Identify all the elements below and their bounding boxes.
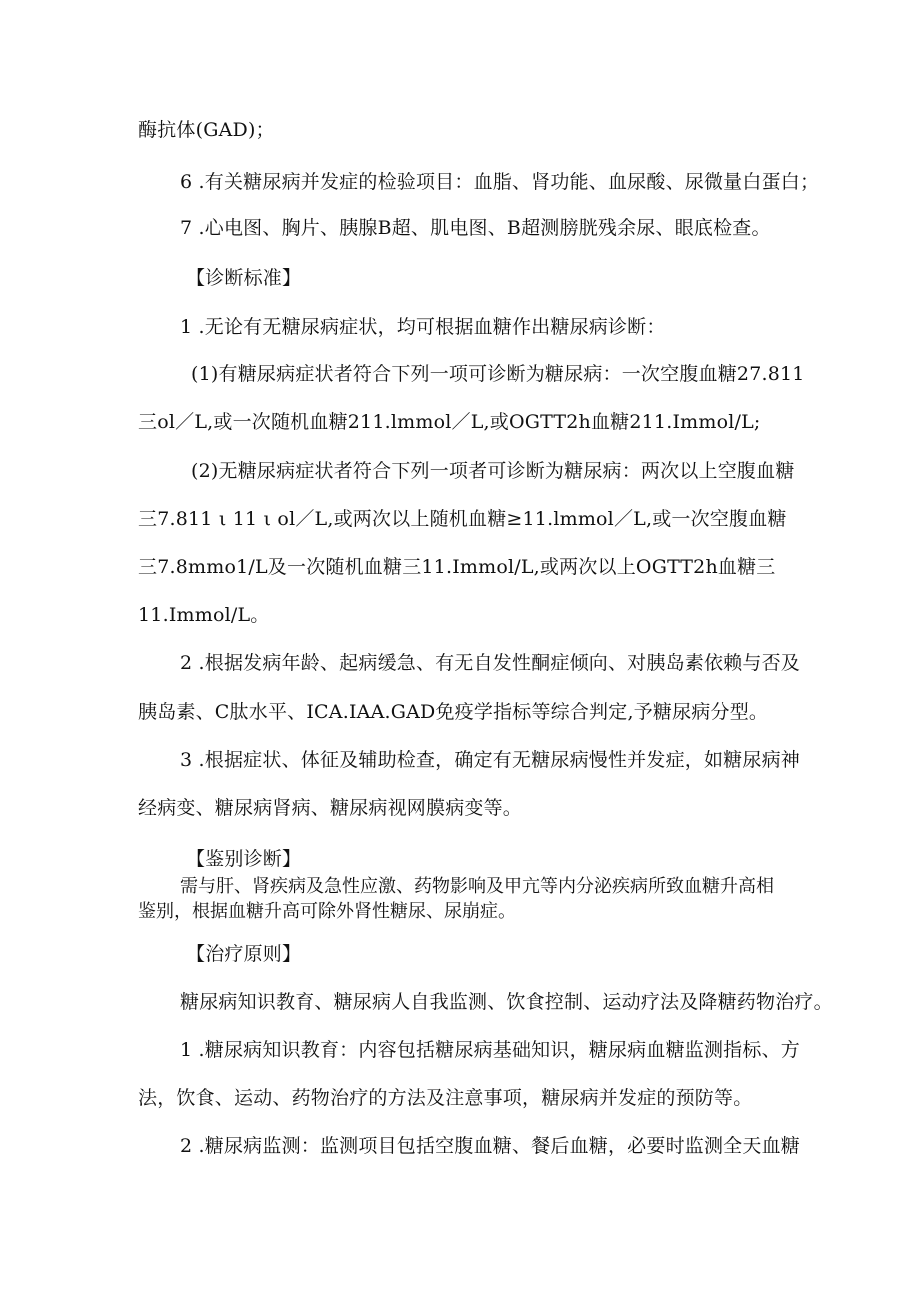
paragraph-line: 鉴别，根据血糖升高可除外肾性糖尿、尿崩症。 bbox=[138, 901, 516, 922]
paragraph-line: 3 .根据症状、体征及辅助检查，确定有无糖尿病慢性并发症，如糖尿病神 bbox=[180, 749, 800, 771]
paragraph-line: 糖尿病知识教育、糖尿病人自我监测、饮食控制、运动疗法及降糖药物治疗。 bbox=[180, 991, 833, 1013]
paragraph-line: 7 .心电图、胸片、胰腺B超、肌电图、B超测膀胱残余尿、眼底检查。 bbox=[180, 217, 771, 239]
paragraph-line: 1 .糖尿病知识教育：内容包括糖尿病基础知识，糖尿病血糖监测指标、方 bbox=[180, 1039, 800, 1061]
paragraph-line: 需与肝、肾疾病及急性应激、药物影响及甲亢等内分泌疾病所致血糖升高相 bbox=[180, 876, 774, 897]
paragraph-line: 酶抗体(GAD)； bbox=[138, 119, 275, 141]
paragraph-line: (1)有糖尿病症状者符合下列一项可诊断为糖尿病：一次空腹血糖27.811 bbox=[191, 363, 805, 385]
paragraph-line: (2)无糖尿病症状者符合下列一项者可诊断为糖尿病：两次以上空腹血糖 bbox=[191, 460, 795, 482]
section-heading: 【鉴别诊断】 bbox=[186, 848, 302, 870]
paragraph-line: 1 .无论有无糖尿病症状，均可根据血糖作出糖尿病诊断： bbox=[180, 316, 666, 338]
paragraph-line: 经病变、糖尿病肾病、糖尿病视网膜病变等。 bbox=[138, 797, 523, 819]
paragraph-line: 11.Immol/L。 bbox=[138, 604, 270, 626]
paragraph-line: 胰岛素、C肽水平、ICA.IAA.GAD免疫学指标等综合判定,予糖尿病分型。 bbox=[138, 701, 769, 723]
paragraph-line: 三7.811 ι 11 ι ol／L,或两次以上随机血糖≥11.lmmol／L,或一次空腹血糖 bbox=[138, 508, 787, 530]
paragraph-line: 2 .根据发病年龄、起病缓急、有无自发性酮症倾向、对胰岛素依赖与否及 bbox=[180, 652, 800, 674]
paragraph-line: 三7.8mmo1/L及一次随机血糖三11.Immol/L,或两次以上OGTT2h血糖三 bbox=[138, 556, 776, 578]
paragraph-line: 三ol／L,或一次随机血糖211.lmmol／L,或OGTT2h血糖211.Immol/L; bbox=[138, 411, 761, 433]
section-heading: 【诊断标准】 bbox=[186, 267, 302, 289]
paragraph-line: 6 .有关糖尿病并发症的检验项目：血脂、肾功能、血尿酸、尿微量白蛋白； bbox=[180, 171, 820, 193]
paragraph-line: 法，饮食、运动、药物治疗的方法及注意事项，糖尿病并发症的预防等。 bbox=[138, 1087, 753, 1109]
paragraph-line: 2 .糖尿病监测：监测项目包括空腹血糖、餐后血糖，必要时监测全天血糖 bbox=[180, 1135, 800, 1157]
section-heading: 【治疗原则】 bbox=[186, 943, 302, 965]
